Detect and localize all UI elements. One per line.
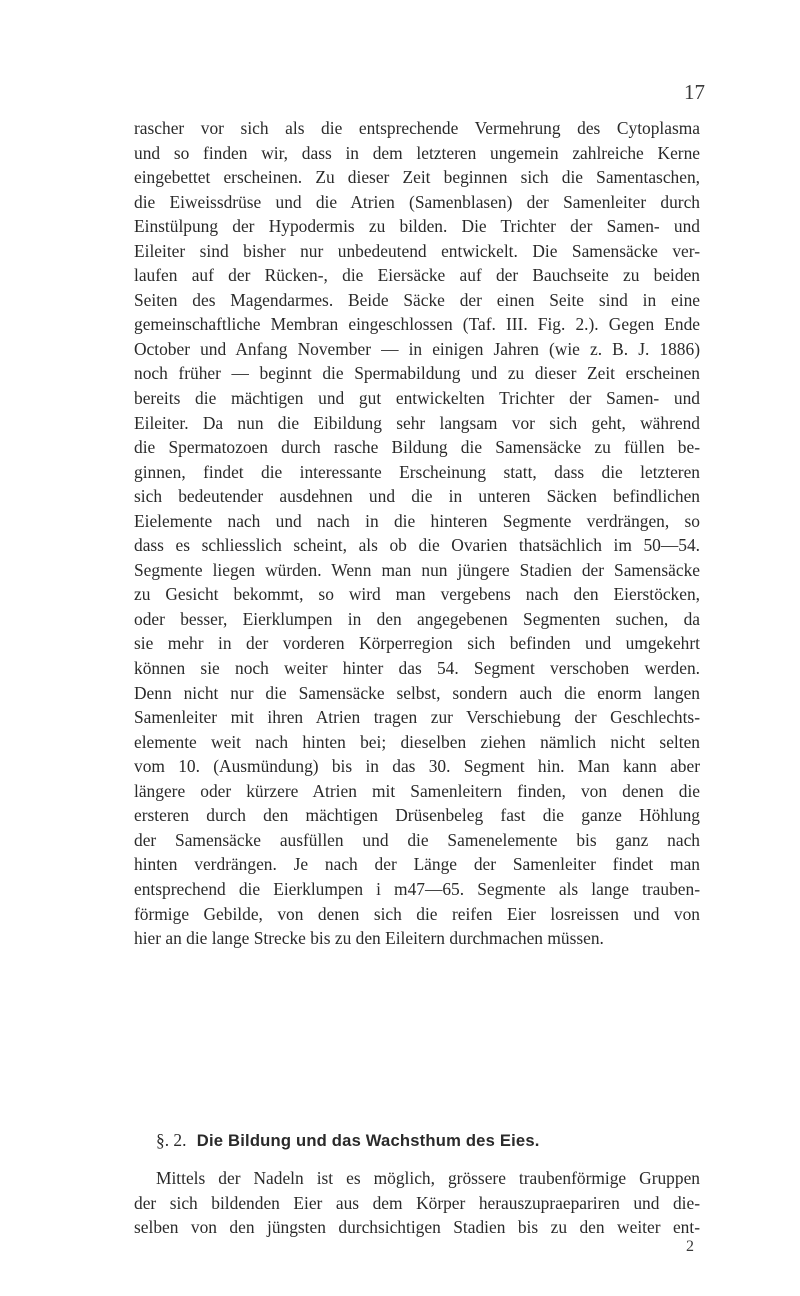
text-line: Samenleiter mit ihren Atrien tragen zur Verschiebung der Geschlechts-: [134, 707, 700, 728]
text-line: eingebettet erscheinen. Zu dieser Zeit beginnen sich die Samentaschen,: [134, 167, 700, 188]
section-heading: [156, 1128, 700, 1153]
text-line: sie mehr in der vorderen Körperregion sich befinden und umgekehrt: [134, 633, 700, 654]
text-line: rascher vor sich als die entsprechende Vermehrung des Cytoplasma: [134, 118, 700, 138]
text-line: der sich bildenden Eier aus dem Körper herauszupraepariren und die-: [134, 1192, 700, 1213]
page-number: 17: [684, 80, 705, 104]
text-line: noch früher — beginnt die Spermabildung und zu dieser Zeit erscheinen: [134, 363, 700, 384]
text-line: Eielemente nach und nach in die hinteren Segmente verdrängen, so: [134, 510, 700, 531]
paragraph-1: [134, 116, 700, 951]
text-line: ersteren durch den mächtigen Drüsenbeleg fast die ganze Höhlung: [134, 805, 700, 826]
text-line: Eileiter sind bisher nur unbedeutend entwickelt. Die Samensäcke ver-: [134, 240, 700, 261]
text-line: hier an die lange Strecke bis zu den Eileitern durchmachen müssen.: [134, 928, 604, 949]
signature-mark: 2: [686, 1238, 694, 1255]
text-line: sich bedeutender ausdehnen und die in unteren Säcken befindlichen: [134, 486, 700, 507]
text-line: oder besser, Eierklumpen in den angegebenen Segmenten suchen, da: [134, 608, 700, 629]
text-line: können sie noch weiter hinter das 54. Segment verschoben werden.: [134, 658, 700, 679]
section-number: §. 2.: [156, 1130, 187, 1150]
text-line: dass es schliesslich scheint, als ob die Ovarien thatsächlich im 50—54.: [134, 535, 700, 556]
text-line: gemeinschaftliche Membran eingeschlossen (Taf. III. Fig. 2.). Gegen Ende: [134, 314, 700, 335]
text-line: die Eiweissdrüse und die Atrien (Samenblasen) der Samenleiter durch: [134, 191, 700, 212]
text-line: Mittels der Nadeln ist es möglich, grössere traubenförmige Gruppen: [156, 1168, 700, 1188]
text-line: und so finden wir, dass in dem letzteren ungemein zahlreiche Kerne: [134, 142, 700, 163]
text-line: die Spermatozoen durch rasche Bildung die Samensäcke zu füllen be-: [134, 437, 700, 458]
text-line: elemente weit nach hinten bei; dieselben ziehen nämlich nicht selten: [134, 731, 700, 752]
section-title: Die Bildung und das Wachsthum des Eies.: [196, 1131, 540, 1150]
text-line: längere oder kürzere Atrien mit Samenleitern finden, von denen die: [134, 780, 700, 801]
text-line: hinten verdrängen. Je nach der Länge der Samenleiter findet man: [134, 854, 700, 875]
text-line: vom 10. (Ausmündung) bis in das 30. Segment hin. Man kann aber: [134, 756, 700, 777]
text-line: Seiten des Magendarmes. Beide Säcke der einen Seite sind in eine: [134, 289, 700, 310]
text-line: Denn nicht nur die Samensäcke selbst, sondern auch die enorm langen: [134, 682, 700, 703]
text-line: selben von den jüngsten durchsichtigen Stadien bis zu den weiter ent-: [134, 1217, 700, 1238]
text-line: bereits die mächtigen und gut entwickelten Trichter der Samen- und: [134, 388, 700, 409]
text-line: zu Gesicht bekommt, so wird man vergebens nach den Eierstöcken,: [134, 584, 700, 605]
text-line: October und Anfang November — in einigen Jahren (wie z. B. J. 1886): [134, 338, 700, 359]
text-line: laufen auf der Rücken-, die Eiersäcke auf der Bauchseite zu beiden: [134, 265, 700, 286]
text-line: ginnen, findet die interessante Erscheinung statt, dass die letzteren: [134, 461, 700, 482]
text-line: Eileiter. Da nun die Eibildung sehr langsam vor sich geht, während: [134, 412, 700, 433]
text-line: Segmente liegen würden. Wenn man nun jüngere Stadien der Samensäcke: [134, 559, 700, 580]
paragraph-2: [134, 1166, 700, 1240]
text-line: der Samensäcke ausfüllen und die Samenelemente bis ganz nach: [134, 829, 700, 850]
text-line: förmige Gebilde, von denen sich die reifen Eier losreissen und von: [134, 903, 700, 924]
text-line: entsprechend die Eierklumpen i m47—65. Segmente als lange trauben-: [134, 878, 700, 899]
text-line: Einstülpung der Hypodermis zu bilden. Die Trichter der Samen- und: [134, 216, 700, 237]
